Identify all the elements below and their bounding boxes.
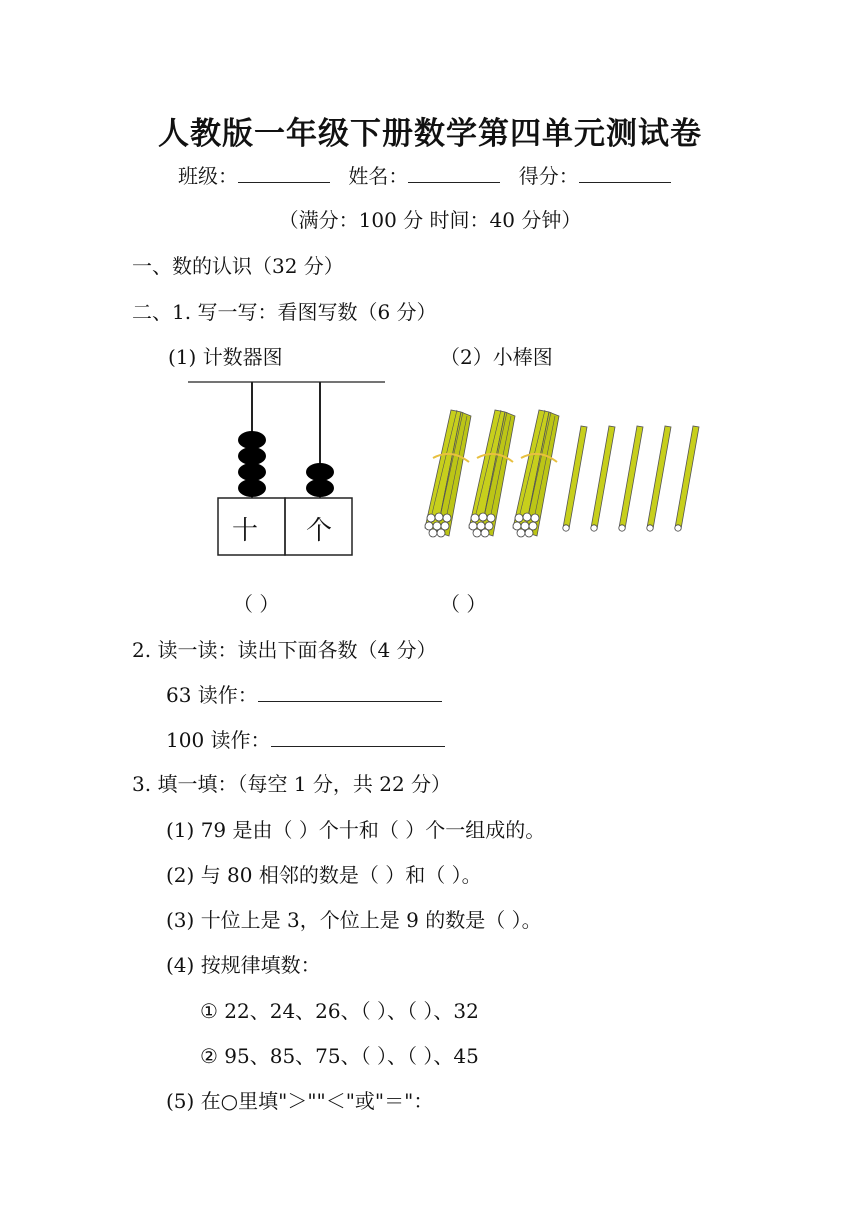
read-item-100-label: 100 读作： [166, 728, 271, 752]
score-label: 得分： [518, 164, 579, 188]
pattern-item-a[interactable]: ① 22、24、26、（ ）、（ ）、32 [200, 999, 479, 1023]
abacus-figure [180, 372, 390, 562]
class-blank[interactable] [238, 164, 330, 183]
single-stick-4 [647, 426, 671, 531]
ones-place-label: 个 [306, 516, 333, 546]
header-info-row [178, 160, 671, 189]
fill-item-5: (5) 在○里填"＞""＜"或"＝"： [166, 1089, 434, 1113]
name-blank[interactable] [408, 164, 500, 183]
section-two-heading: 二、1. 写一写：看图写数（6 分） [132, 300, 437, 324]
abacus-answer-blank[interactable]: （ ） [233, 592, 280, 616]
single-stick-2 [591, 426, 615, 531]
question-3-heading: 3. 填一填：（每空 1 分，共 22 分） [132, 772, 452, 796]
class-label: 班级： [178, 164, 238, 188]
fill-item-1[interactable]: (1) 79 是由（ ）个十和（ ）个一组成的。 [166, 818, 546, 842]
name-label: 姓名： [348, 164, 409, 188]
fill-item-3[interactable]: (3) 十位上是 3，个位上是 9 的数是（ ）。 [166, 908, 542, 932]
single-stick-3 [619, 426, 643, 531]
read-item-63-blank[interactable] [258, 683, 442, 702]
read-item-100 [166, 724, 445, 753]
stick-bundle-2 [469, 410, 515, 537]
read-item-100-blank[interactable] [271, 728, 445, 747]
section-one-heading: 一、数的认识（32 分） [132, 254, 344, 278]
stick-bundle-1 [425, 410, 471, 537]
sticks-answer-blank[interactable]: （ ） [440, 592, 487, 616]
sticks-label: （2）小棒图 [440, 345, 553, 369]
single-stick-1 [563, 426, 587, 531]
page-title: 人教版一年级下册数学第四单元测试卷 [158, 116, 702, 152]
read-item-63-label: 63 读作： [166, 683, 258, 707]
tens-beads [238, 431, 266, 497]
stick-bundle-3 [513, 410, 559, 537]
single-stick-5 [675, 426, 699, 531]
pattern-item-b[interactable]: ② 95、85、75、（ ）、（ ）、45 [200, 1044, 479, 1068]
fill-item-2[interactable]: (2) 与 80 相邻的数是（ ）和（ ）。 [166, 863, 482, 887]
fill-item-4: (4) 按规律填数： [166, 953, 321, 977]
question-2-heading: 2. 读一读：读出下面各数（4 分） [132, 638, 437, 662]
exam-meta: （满分：100 分 时间：40 分钟） [278, 208, 582, 232]
score-blank[interactable] [579, 164, 671, 183]
sticks-figure [415, 400, 705, 545]
read-item-63 [166, 679, 442, 708]
ones-beads [306, 463, 334, 497]
tens-place-label: 十 [232, 516, 259, 546]
abacus-label: (1) 计数器图 [168, 345, 283, 369]
